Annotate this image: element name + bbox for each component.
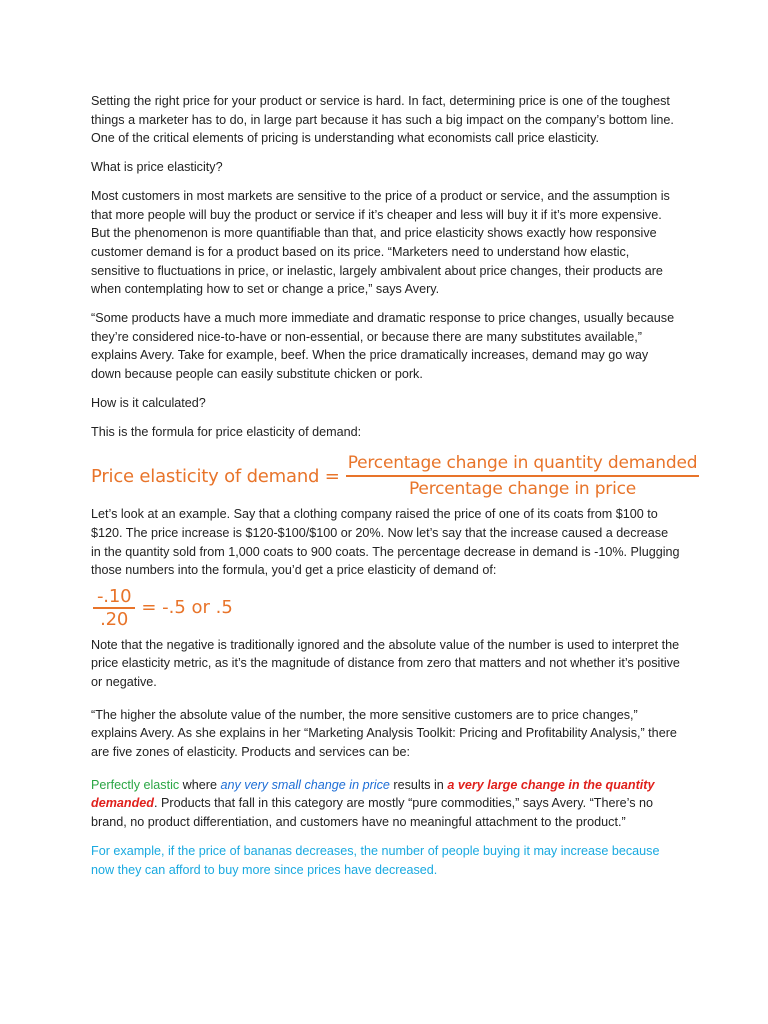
intro-paragraph: Setting the right price for your product or service is hard. In fact, determining price is one of the toughest things a marketer has to do, in large part because it has such a big impact on the company’s bottom line. One of the critical elements of pricing is understanding what economists call price elasticity. xyxy=(91,94,674,146)
calc-result: = -.5 or .5 xyxy=(141,597,233,619)
perfectly-elastic-term: Perfectly elastic xyxy=(91,777,180,792)
elastic-text-3: . Products that fall in this category are mostly “pure commodities,” says Avery. “There’s no brand, no product differentiation, and customers have no meaningful attachment to the product.” xyxy=(91,796,654,830)
formula-denominator: Percentage change in price xyxy=(408,479,636,500)
negative-note-paragraph: Note that the negative is traditionally ignored and the absolute value of the number is used to interpret the price elasticity metric, as it’s the magnitude of distance from zero that matters and not whether it’s positive or negative. xyxy=(91,637,680,689)
bananas-example-paragraph: For example, if the price of bananas decreases, the number of people buying it may increase because now they can afford to buy more since prices have decreased. xyxy=(91,843,660,877)
formula-fraction xyxy=(346,453,700,499)
question-calculated: How is it calculated? xyxy=(91,395,206,410)
large-change-phrase: a very large change in the quantity demanded xyxy=(91,777,655,811)
formula-intro: This is the formula for price elasticity of demand: xyxy=(91,424,362,439)
formula-numerator: Percentage change in quantity demanded xyxy=(347,453,698,474)
perfectly-elastic-paragraph xyxy=(91,776,680,832)
formula-lhs: Price elasticity of demand = xyxy=(91,465,340,487)
example-calculation xyxy=(93,586,680,630)
calc-denominator: .20 xyxy=(100,608,129,630)
small-change-phrase: any very small change in price xyxy=(220,777,390,792)
five-zones-paragraph: “The higher the absolute value of the number, the more sensitive customers are to price changes,” explains Avery. As she explains in her “Marketing Analysis Toolkit: Pricing and Profitability Analysis,” there are five zones of elasticity. Products and services can be: xyxy=(91,707,677,760)
sensitivity-paragraph: Most customers in most markets are sensitive to the price of a product or service, and the assumption is that more people will buy the product or service if it’s cheaper and less will buy it if it’s more expensive. But the phenomenon is more quantifiable than that, and price elasticity shows exactly how responsive customer demand is for a product based on its price. “Marketers need to understand how elastic, sensitive to fluctuations in price, or inelastic, largely ambivalent about price changes, their products are when contemplating how to set or change a price,” says Avery. xyxy=(91,188,670,297)
elastic-text-2: results in xyxy=(389,777,448,792)
elasticity-formula xyxy=(91,453,698,500)
substitutes-paragraph: “Some products have a much more immediate and dramatic response to price changes, usually because they’re considered nice-to-have or non-essential, or because there are many substitutes available,” explains Avery. Take for example, beef. When the price dramatically increases, demand may go way down because people can easily substitute chicken or pork. xyxy=(91,311,675,382)
calc-fraction xyxy=(93,586,135,630)
calc-numerator: -.10 xyxy=(97,586,132,608)
elastic-text-1: where xyxy=(179,777,221,792)
example-paragraph: Let’s look at an example. Say that a clothing company raised the price of one of its coats from $100 to $120. The price increase is $120-$100/$100 or 20%. Now let’s say that the increase caused a decrease in the quantity sold from 1,000 coats to 900 coats. The percentage decrease in demand is -10%. Plugging those numbers into the formula, you’d get a price elasticity of demand of: xyxy=(91,507,680,578)
question-price-elasticity: What is price elasticity? xyxy=(91,160,223,175)
